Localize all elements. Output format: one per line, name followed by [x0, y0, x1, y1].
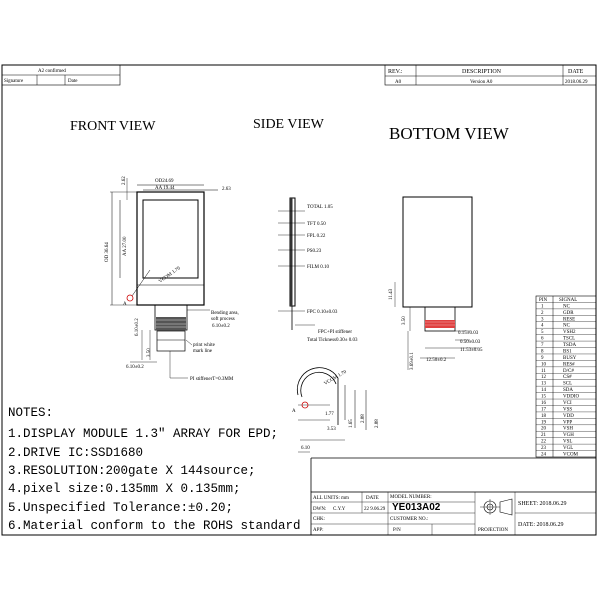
pin-signal: TSDA: [563, 343, 577, 349]
pin-signal: SCL: [563, 381, 573, 387]
side-tft: TFT 0.50: [307, 222, 326, 227]
pin-signal: RESE: [563, 317, 576, 323]
detail-dim-6: 6.10: [301, 446, 310, 451]
tb-date-label: DATE: [366, 496, 379, 501]
description-value: Version A0: [470, 80, 493, 85]
front-left-dim-2: 3.50: [147, 348, 152, 357]
detail-dim-4: 2.88: [361, 414, 366, 423]
bottom-dim-3: 0.15±0.03: [458, 331, 479, 336]
detail-vcom: VCOM 1.70: [323, 369, 348, 387]
tb-units: ALL UNITS: mm: [313, 496, 349, 501]
bottom-view-title: BOTTOM VIEW: [389, 124, 509, 143]
pin-number: 17: [541, 407, 546, 413]
pin-number: 8: [541, 349, 544, 355]
detail-dim-1: 1.77: [325, 412, 334, 417]
pin-row: [541, 362, 575, 367]
pin-number: 6: [541, 336, 544, 342]
pin-row: [541, 433, 574, 438]
date-column-label: DATE: [568, 69, 584, 75]
pin-signal: RES#: [563, 362, 575, 368]
front-mark-a: A: [123, 302, 127, 307]
date-value: 2018.06.29: [565, 80, 588, 85]
pin-number: 14: [541, 388, 546, 394]
pin-row: [541, 382, 572, 387]
detail-dim-5: 2.88: [375, 419, 380, 428]
pin-number: 2: [541, 310, 544, 316]
detail-dim-3: 1.65: [349, 419, 354, 428]
tb-dwn-date: 22 9.06.29: [364, 507, 386, 512]
pin-number: 11: [541, 368, 546, 374]
pin-number: 24: [541, 452, 546, 458]
front-top-gap: 2.62: [122, 176, 127, 185]
side-fpc-pi: FPC+PI stiffener: [318, 330, 352, 335]
pin-number: 22: [541, 439, 546, 445]
pin-signal: VGH: [563, 433, 574, 439]
pin-number: 12: [541, 375, 546, 381]
tb-app-label: APP:: [313, 528, 324, 533]
side-ps: PS0.23: [307, 249, 322, 254]
tb-dwn-name: C.Y.Y: [333, 507, 346, 512]
front-view-title: FRONT VIEW: [70, 119, 156, 134]
note-line-5: 5.Unspecified Tolerance:±0.20;: [8, 501, 234, 515]
note-line-4: 4.pixel size:0.135mm X 0.135mm;: [8, 482, 241, 496]
pin-signal: NC: [563, 323, 570, 329]
bottom-dim-4: 0.50±0.03: [460, 340, 481, 345]
rev-label: REV.:: [388, 69, 403, 75]
signature-label: Signature: [4, 79, 24, 84]
pin-signal: SDA: [563, 388, 574, 394]
pin-number: 13: [541, 381, 546, 387]
signal-header: SIGNAL: [559, 297, 578, 303]
pin-number: 23: [541, 446, 546, 452]
front-right-gap: 2.63: [222, 187, 231, 192]
side-film: FILM 0.10: [307, 265, 329, 270]
pin-signal: CS#: [563, 375, 572, 381]
tb-model-label: MODEL NUMBER:: [390, 495, 432, 500]
bottom-dim-2: 3.50: [402, 316, 407, 325]
pin-signal: VPP: [563, 420, 573, 426]
pin-row: [541, 311, 574, 316]
side-total: TOTAL 1.05: [307, 205, 333, 210]
bottom-dim-5: 11.53±0.05: [460, 348, 483, 353]
tb-projection-label: PROJECTION: [478, 528, 509, 533]
pin-signal: VGL: [563, 446, 574, 452]
tb-pn-label: P/N: [393, 528, 401, 533]
pin-signal: BS1: [563, 349, 572, 355]
pin-row: [541, 414, 574, 419]
tb-model-number: YE013A02: [392, 502, 441, 513]
pin-row: [541, 446, 573, 451]
front-od-height: OD 36.64: [105, 242, 110, 262]
pin-signal: VDD: [563, 413, 574, 419]
bottom-dim-6: 3.69±0.1: [410, 352, 415, 370]
date-label: Date: [68, 79, 78, 84]
pin-row: [541, 304, 571, 309]
pin-row: [541, 349, 572, 354]
pin-number: 20: [541, 426, 546, 432]
pin-header: PIN: [539, 297, 548, 303]
header-left-note: A2 confirmed: [38, 69, 66, 74]
revision-block: [385, 65, 596, 85]
pin-number: 9: [541, 355, 544, 361]
pin-signal: VSH: [563, 426, 574, 432]
description-label: DESCRIPTION: [462, 69, 502, 75]
pin-number: 16: [541, 400, 546, 406]
pin-signal: VSH2: [563, 330, 576, 336]
print-note-1: print white: [193, 343, 215, 348]
pin-number: 10: [541, 362, 546, 368]
pin-row: [541, 420, 572, 425]
bottom-dim-7: 12.50±0.2: [426, 358, 447, 363]
pin-row: [541, 317, 575, 322]
side-fpl: FPL 0.22: [307, 234, 326, 239]
pin-signal: NC: [563, 304, 570, 310]
pin-number: 5: [541, 330, 544, 336]
note-line-1: 1.DISPLAY MODULE 1.3″ ARRAY FOR EPD;: [8, 427, 279, 441]
pin-number: 1: [541, 304, 544, 310]
print-note-2: mark line: [193, 349, 213, 354]
note-line-3: 3.RESOLUTION:200gate X 144source;: [8, 464, 256, 478]
pin-row: [541, 440, 572, 445]
bend-note-2: soft process: [211, 317, 235, 322]
pin-number: 21: [541, 433, 546, 439]
pin-row: [541, 395, 579, 400]
tb-chk-label: CHK:: [313, 517, 325, 522]
pin-row: [541, 427, 573, 432]
side-fpc: FPC 0.10±0.03: [307, 310, 338, 315]
pin-number: 3: [541, 317, 544, 323]
pin-table: [536, 298, 596, 458]
pin-signal: VCI: [563, 400, 572, 406]
header-left-block: [2, 65, 120, 85]
front-bottom-dim: 6.10±0.2: [126, 365, 144, 370]
pin-number: 7: [541, 343, 544, 349]
pi-stiffener-note: PI stiffenerT=0.3MM: [190, 377, 234, 382]
side-total-thickness: Total Tickness0.30± 0.03: [307, 338, 358, 343]
pin-row: [541, 407, 572, 412]
front-vcom: VCOM 1.70: [158, 266, 182, 285]
pin-signal: VSL: [563, 439, 573, 445]
pin-signal: D/C#: [563, 368, 574, 374]
pin-number: 18: [541, 413, 546, 419]
pin-row: [541, 375, 572, 380]
pin-row: [541, 356, 577, 361]
pin-number: 15: [541, 394, 546, 400]
pin-signal: GDR: [563, 310, 574, 316]
pin-table-header: [539, 298, 577, 303]
bend-dim: 6.10±0.2: [212, 324, 230, 329]
note-line-2: 2.DRIVE IC:SSD1680: [8, 446, 144, 460]
pin-row: [541, 369, 574, 374]
pin-row: [541, 330, 576, 335]
pin-row: [541, 388, 573, 393]
notes-title: NOTES:: [8, 406, 54, 420]
rev-value: A0: [395, 80, 402, 85]
front-aa-height: AA 27.00: [123, 236, 128, 256]
bottom-dim-1: 11.43: [389, 288, 394, 300]
pin-signal: VSS: [563, 407, 573, 413]
side-view-title: SIDE VIEW: [253, 117, 324, 132]
pin-signal: VCOM: [563, 452, 579, 458]
detail-dim-2: 3.53: [327, 427, 336, 432]
bend-note-1: Bending area,: [211, 311, 239, 316]
front-aa-width: AA 19.44: [155, 186, 175, 191]
tb-dwn-label: DWN:: [313, 507, 327, 512]
tb-customer-label: CUSTOMER NO.:: [390, 517, 429, 522]
pin-signal: BUSY: [563, 355, 577, 361]
pin-number: 4: [541, 323, 544, 329]
pin-row: [541, 401, 572, 406]
note-line-6: 6.Material conform to the ROHS standard: [8, 519, 301, 533]
detail-mark-a: A: [292, 409, 296, 414]
pin-signal: VDDIO: [563, 394, 580, 400]
tb-date: DATE: 2018.06.29: [518, 522, 564, 528]
pin-row: [541, 343, 576, 348]
pin-number: 19: [541, 420, 546, 426]
front-left-dim-1: 6.10±0.2: [135, 318, 140, 336]
front-od-width: OD24.69: [155, 179, 174, 184]
tb-sheet: SHEET: 2018.06.29: [518, 501, 567, 507]
pin-signal: TSCL: [563, 336, 576, 342]
pin-row: [541, 324, 571, 329]
pin-row: [541, 337, 575, 342]
